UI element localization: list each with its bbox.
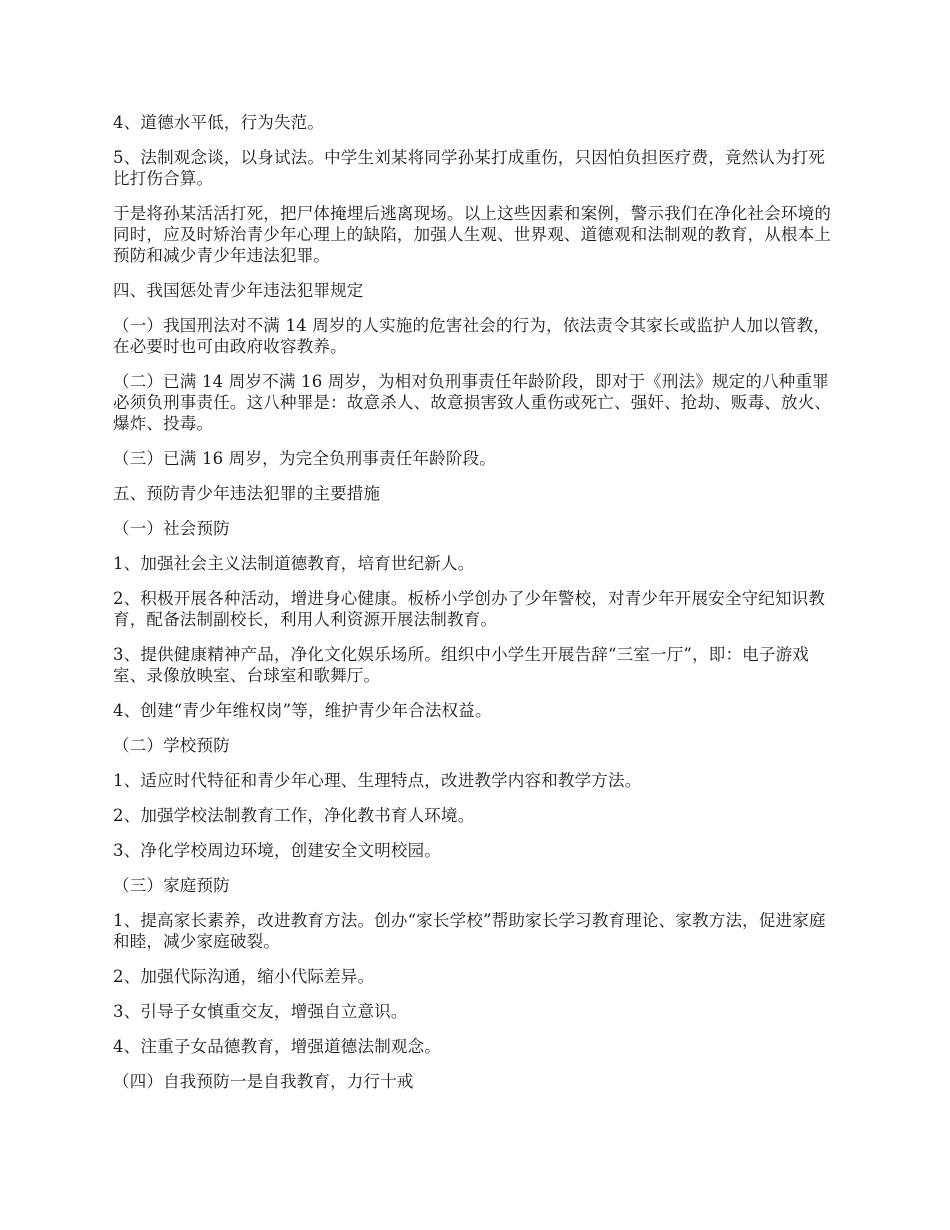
paragraph-7: （三）已满 16 周岁，为完全负刑事责任年龄阶段。 bbox=[113, 449, 496, 468]
section-heading-5: 五、预防青少年违法犯罪的主要措施 bbox=[113, 484, 381, 503]
paragraph-10: 1、加强社会主义法制道德教育，培育世纪新人。 bbox=[113, 554, 475, 573]
section-heading-4: 四、我国惩处青少年违法犯罪规定 bbox=[113, 281, 364, 300]
paragraph-17: 3、净化学校周边环境，创建安全文明校园。 bbox=[113, 841, 441, 860]
paragraph-15: 1、适应时代特征和青少年心理、生理特点，改进教学内容和教学方法。 bbox=[113, 771, 642, 790]
paragraph-22: 4、注重子女品德教育，增强道德法制观念。 bbox=[113, 1037, 441, 1056]
paragraph-16: 2、加强学校法制教育工作，净化教书育人环境。 bbox=[113, 806, 475, 825]
paragraph-21: 3、引导子女慎重交友，增强自立意识。 bbox=[113, 1002, 408, 1021]
document-body bbox=[113, 112, 840, 1106]
paragraph-5: （一）我国刑法对不满 14 周岁的人实施的危害社会的行为，依法责令其家长或监护人加以管教，在必要时也可由政府收容教养。 bbox=[113, 316, 830, 356]
paragraph-3: 于是将孙某活活打死，把尸体掩埋后逃离现场。以上这些因素和案例，警示我们在净化社会环境的同时，应及时矫治青少年心理上的缺陷，加强人生观、世界观、道德观和法制观的教育，从根本上预防和减少青少年违法犯罪。 bbox=[113, 204, 832, 265]
paragraph-2: 5、法制观念谈，以身试法。中学生刘某将同学孙某打成重伤，只因怕负担医疗费，竟然认为打死比打伤合算。 bbox=[113, 148, 826, 188]
subheading-social: （一）社会预防 bbox=[113, 519, 230, 538]
paragraph-1: 4、道德水平低，行为失范。 bbox=[113, 113, 325, 132]
subheading-family: （三）家庭预防 bbox=[113, 876, 230, 895]
subheading-self: （四）自我预防一是自我教育，力行十戒 bbox=[113, 1072, 414, 1091]
paragraph-11: 2、积极开展各种活动，增进身心健康。板桥小学创办了少年警校，对青少年开展安全守纪知识教育，配备法制副校长，利用人利资源开展法制教育。 bbox=[113, 589, 826, 629]
paragraph-20: 2、加强代际沟通，缩小代际差异。 bbox=[113, 967, 375, 986]
paragraph-12: 3、提供健康精神产品，净化文化娱乐场所。组织中小学生开展告辞“三室一厅”，即：电子游戏室、录像放映室、台球室和歌舞厅。 bbox=[113, 645, 809, 685]
paragraph-19: 1、提高家长素养，改进教育方法。创办“家长学校”帮助家长学习教育理论、家教方法，促进家庭和睦，减少家庭破裂。 bbox=[113, 911, 826, 951]
subheading-school: （二）学校预防 bbox=[113, 736, 230, 755]
paragraph-6: （二）已满 14 周岁不满 16 周岁，为相对负刑事责任年龄阶段，即对于《刑法》规定的八种重罪必须负刑事责任。这八种罪是：故意杀人、故意损害致人重伤或死亡、强奸、抢劫、贩毒、放火、爆炸、投毒。 bbox=[113, 372, 832, 433]
paragraph-13: 4、创建“青少年维权岗”等，维护青少年合法权益。 bbox=[113, 701, 492, 720]
